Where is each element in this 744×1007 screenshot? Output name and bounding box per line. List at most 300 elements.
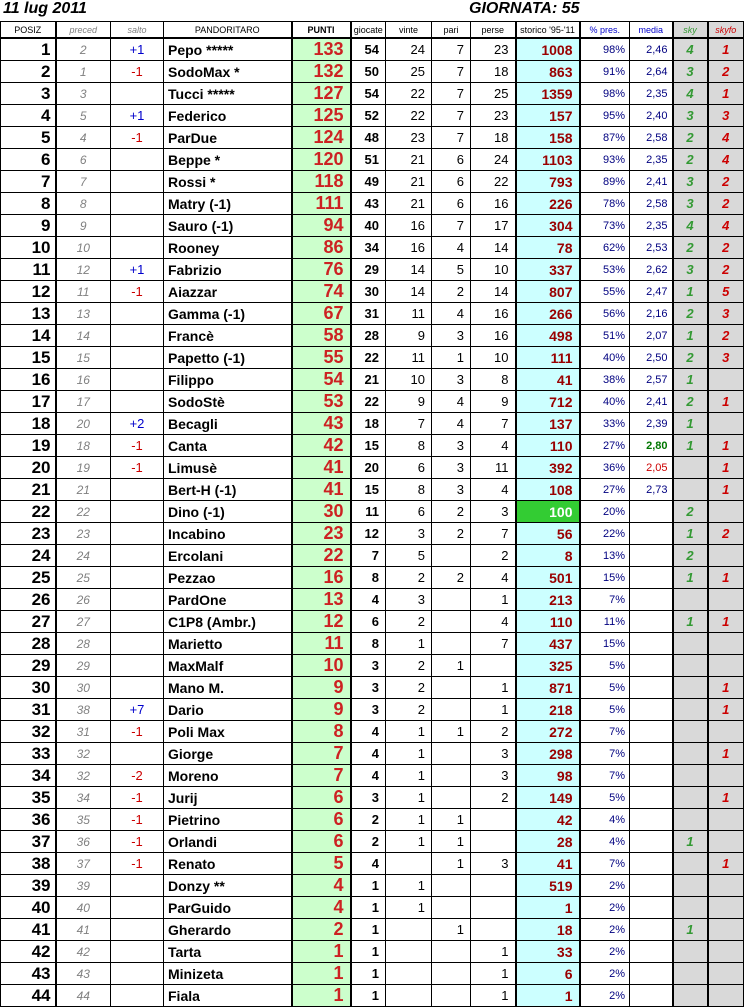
row-media [630,831,673,853]
row-media [630,545,673,567]
table-row [1,721,744,743]
row-pres: 87% [580,127,630,149]
row-giocate: 50 [351,61,386,83]
row-pres: 33% [580,413,630,435]
row-storico: 33 [516,941,580,963]
row-name: Dino (-1) [164,501,292,523]
row-vinte: 10 [386,369,432,391]
row-pari [432,545,471,567]
row-giocate: 1 [351,897,386,919]
row-giocate: 54 [351,38,386,61]
row-pos: 33 [1,743,56,765]
row-punti: 118 [292,171,351,193]
row-pres: 98% [580,83,630,105]
row-media [630,765,673,787]
row-salto [111,347,164,369]
row-salto [111,215,164,237]
row-pres: 73% [580,215,630,237]
row-punti: 4 [292,875,351,897]
row-perse [471,809,516,831]
row-giocate: 4 [351,589,386,611]
row-pres: 98% [580,38,630,61]
row-pres: 4% [580,809,630,831]
row-sky [673,457,708,479]
row-perse: 3 [471,765,516,787]
row-vinte: 6 [386,501,432,523]
row-sky: 3 [673,171,708,193]
row-storico: 807 [516,281,580,303]
row-pari: 6 [432,171,471,193]
row-vinte: 21 [386,171,432,193]
row-perse: 10 [471,259,516,281]
table-row [1,149,744,171]
row-pos: 15 [1,347,56,369]
row-skyfo [708,721,744,743]
row-giocate: 20 [351,457,386,479]
row-name: Minizeta [164,963,292,985]
row-pres: 2% [580,985,630,1007]
row-sky [673,875,708,897]
row-pari [432,787,471,809]
row-punti: 6 [292,809,351,831]
row-perse: 3 [471,501,516,523]
header-perse: perse [471,22,516,39]
row-prec: 23 [56,523,111,545]
row-punti: 11 [292,633,351,655]
page-date: 11 lug 2011 [3,0,87,17]
row-media: 2,62 [630,259,673,281]
row-pari [432,765,471,787]
table-body [1,38,744,1007]
row-pari: 3 [432,325,471,347]
row-prec: 11 [56,281,111,303]
row-name: Jurij [164,787,292,809]
row-pari [432,589,471,611]
row-pari: 4 [432,413,471,435]
row-prec: 43 [56,963,111,985]
row-sky: 3 [673,105,708,127]
row-pres: 5% [580,787,630,809]
row-giocate: 40 [351,215,386,237]
row-pos: 3 [1,83,56,105]
row-salto [111,83,164,105]
row-pari: 5 [432,259,471,281]
row-name: Becagli [164,413,292,435]
row-storico: 41 [516,853,580,875]
row-pos: 34 [1,765,56,787]
row-pos: 35 [1,787,56,809]
row-perse: 7 [471,523,516,545]
row-sky: 3 [673,61,708,83]
row-salto: +1 [111,259,164,281]
row-giocate: 3 [351,699,386,721]
row-punti: 41 [292,479,351,501]
row-skyfo: 4 [708,127,744,149]
row-vinte: 9 [386,391,432,413]
row-punti: 125 [292,105,351,127]
row-perse: 9 [471,391,516,413]
row-media [630,523,673,545]
row-pari: 7 [432,215,471,237]
row-salto [111,743,164,765]
table-row [1,479,744,501]
row-salto: -1 [111,787,164,809]
row-vinte: 7 [386,413,432,435]
row-sky: 2 [673,347,708,369]
row-perse: 8 [471,369,516,391]
row-skyfo: 4 [708,149,744,171]
row-name: Limusè [164,457,292,479]
row-pari: 1 [432,721,471,743]
row-skyfo [708,963,744,985]
row-perse: 1 [471,941,516,963]
row-skyfo: 1 [708,699,744,721]
row-storico: 272 [516,721,580,743]
row-pres: 38% [580,369,630,391]
row-punti: 23 [292,523,351,545]
table-row [1,413,744,435]
row-pari: 3 [432,369,471,391]
row-skyfo: 2 [708,171,744,193]
row-prec: 16 [56,369,111,391]
row-giocate: 1 [351,875,386,897]
row-media [630,809,673,831]
row-pres: 91% [580,61,630,83]
row-punti: 10 [292,655,351,677]
row-name: Ercolani [164,545,292,567]
row-salto [111,303,164,325]
row-perse: 2 [471,721,516,743]
row-pari: 1 [432,347,471,369]
row-prec: 22 [56,501,111,523]
row-prec: 26 [56,589,111,611]
row-sky: 4 [673,38,708,61]
row-giocate: 54 [351,83,386,105]
row-perse [471,655,516,677]
row-skyfo: 2 [708,193,744,215]
row-name: Fiala [164,985,292,1007]
row-perse: 24 [471,149,516,171]
row-prec: 24 [56,545,111,567]
row-giocate: 51 [351,149,386,171]
row-pres: 27% [580,479,630,501]
row-pres: 78% [580,193,630,215]
table-row [1,897,744,919]
row-pres: 56% [580,303,630,325]
row-prec: 19 [56,457,111,479]
row-pres: 7% [580,589,630,611]
row-salto [111,897,164,919]
row-vinte: 1 [386,809,432,831]
row-salto [111,523,164,545]
row-giocate: 2 [351,809,386,831]
row-vinte [386,941,432,963]
table-row [1,127,744,149]
row-prec: 36 [56,831,111,853]
row-pres: 5% [580,699,630,721]
row-sky [673,699,708,721]
row-skyfo: 1 [708,611,744,633]
row-giocate: 28 [351,325,386,347]
row-media [630,677,673,699]
row-sky: 2 [673,149,708,171]
row-pos: 21 [1,479,56,501]
row-storico: 793 [516,171,580,193]
row-punti: 1 [292,941,351,963]
row-prec: 28 [56,633,111,655]
row-media [630,919,673,941]
row-name: Mano M. [164,677,292,699]
row-storico: 266 [516,303,580,325]
table-row [1,501,744,523]
row-pari: 4 [432,303,471,325]
row-storico: 78 [516,237,580,259]
row-vinte: 16 [386,215,432,237]
row-perse: 3 [471,743,516,765]
row-skyfo: 1 [708,567,744,589]
row-pos: 4 [1,105,56,127]
row-pos: 8 [1,193,56,215]
row-prec: 32 [56,743,111,765]
row-pos: 26 [1,589,56,611]
row-perse [471,897,516,919]
row-skyfo [708,369,744,391]
row-perse: 18 [471,61,516,83]
row-pari: 7 [432,83,471,105]
row-salto: -1 [111,809,164,831]
row-sky: 1 [673,523,708,545]
row-name: Dario [164,699,292,721]
row-media: 2,47 [630,281,673,303]
row-skyfo [708,501,744,523]
row-prec: 39 [56,875,111,897]
row-sky: 1 [673,611,708,633]
row-pres: 62% [580,237,630,259]
row-pres: 2% [580,897,630,919]
row-pres: 2% [580,919,630,941]
row-giocate: 8 [351,633,386,655]
row-pari: 4 [432,391,471,413]
row-pari [432,875,471,897]
row-pres: 93% [580,149,630,171]
row-sky [673,677,708,699]
row-pos: 5 [1,127,56,149]
table-row [1,699,744,721]
row-sky [673,655,708,677]
row-salto [111,655,164,677]
row-sky: 1 [673,435,708,457]
row-name: SodoMax * [164,61,292,83]
row-perse: 18 [471,127,516,149]
row-media: 2,35 [630,83,673,105]
row-vinte: 6 [386,457,432,479]
row-pres: 5% [580,655,630,677]
row-salto [111,633,164,655]
row-vinte: 14 [386,281,432,303]
row-name: Fabrizio [164,259,292,281]
row-salto: +1 [111,105,164,127]
row-pos: 28 [1,633,56,655]
row-punti: 94 [292,215,351,237]
row-pari: 7 [432,127,471,149]
row-pos: 7 [1,171,56,193]
row-storico: 158 [516,127,580,149]
row-prec: 31 [56,721,111,743]
row-punti: 13 [292,589,351,611]
row-salto [111,919,164,941]
row-punti: 124 [292,127,351,149]
row-punti: 1 [292,985,351,1007]
row-salto: -1 [111,127,164,149]
row-storico: 1359 [516,83,580,105]
row-prec: 1 [56,61,111,83]
row-perse: 23 [471,38,516,61]
header-pres: % pres. [580,22,630,39]
table-row [1,677,744,699]
row-perse: 25 [471,83,516,105]
row-storico: 871 [516,677,580,699]
page-header [0,0,709,21]
row-storico: 226 [516,193,580,215]
row-pres: 51% [580,325,630,347]
row-giocate: 4 [351,743,386,765]
row-pos: 31 [1,699,56,721]
row-perse: 2 [471,787,516,809]
row-perse: 14 [471,281,516,303]
row-salto [111,567,164,589]
row-pos: 39 [1,875,56,897]
row-sky: 2 [673,303,708,325]
row-giocate: 22 [351,391,386,413]
row-pari [432,941,471,963]
row-sky: 3 [673,259,708,281]
row-storico: 325 [516,655,580,677]
row-sky: 1 [673,919,708,941]
row-skyfo: 3 [708,347,744,369]
row-media [630,699,673,721]
row-pari [432,633,471,655]
row-name: Beppe * [164,149,292,171]
row-pari: 3 [432,435,471,457]
row-perse: 4 [471,611,516,633]
table-row [1,919,744,941]
row-vinte: 2 [386,699,432,721]
row-media: 2,40 [630,105,673,127]
row-punti: 7 [292,765,351,787]
row-salto: -1 [111,457,164,479]
row-prec: 44 [56,985,111,1007]
row-pari: 1 [432,809,471,831]
row-giocate: 15 [351,479,386,501]
row-giocate: 48 [351,127,386,149]
row-storico: 498 [516,325,580,347]
row-salto [111,369,164,391]
row-pos: 17 [1,391,56,413]
row-name: SodoStè [164,391,292,413]
row-giocate: 1 [351,941,386,963]
header-prec: preced [56,22,111,39]
header-sky: sky [673,22,708,39]
row-media [630,897,673,919]
header-skyfo: skyfo [708,22,744,39]
row-pres: 15% [580,633,630,655]
row-prec: 13 [56,303,111,325]
row-salto [111,941,164,963]
table-row [1,655,744,677]
row-punti: 12 [292,611,351,633]
row-pos: 6 [1,149,56,171]
row-punti: 58 [292,325,351,347]
row-name: Marietto [164,633,292,655]
row-punti: 127 [292,83,351,105]
row-pari: 1 [432,853,471,875]
row-sky: 2 [673,237,708,259]
row-vinte: 16 [386,237,432,259]
row-pos: 11 [1,259,56,281]
row-vinte: 1 [386,831,432,853]
row-storico: 6 [516,963,580,985]
table-row [1,281,744,303]
row-pres: 7% [580,743,630,765]
row-prec: 14 [56,325,111,347]
row-giocate: 21 [351,369,386,391]
row-perse: 4 [471,435,516,457]
row-perse: 23 [471,105,516,127]
row-punti: 1 [292,963,351,985]
row-pos: 44 [1,985,56,1007]
header-storico: storico '95-'11 [516,22,580,39]
row-prec: 7 [56,171,111,193]
row-pos: 38 [1,853,56,875]
row-salto [111,193,164,215]
row-media [630,985,673,1007]
header-salto: salto [111,22,164,39]
row-media [630,589,673,611]
row-perse: 11 [471,457,516,479]
row-punti: 120 [292,149,351,171]
row-name: Tucci ***** [164,83,292,105]
row-salto: -1 [111,61,164,83]
row-giocate: 4 [351,853,386,875]
row-storico: 157 [516,105,580,127]
row-salto [111,545,164,567]
row-storico: 1008 [516,38,580,61]
row-pres: 55% [580,281,630,303]
row-name: Sauro (-1) [164,215,292,237]
row-perse: 1 [471,985,516,1007]
row-name: PardOne [164,589,292,611]
row-name: Incabino [164,523,292,545]
row-name: Pepo ***** [164,38,292,61]
row-skyfo [708,545,744,567]
row-sky [673,963,708,985]
row-pos: 19 [1,435,56,457]
row-giocate: 52 [351,105,386,127]
row-sky: 4 [673,83,708,105]
row-storico: 1 [516,897,580,919]
row-punti: 22 [292,545,351,567]
table-row [1,105,744,127]
row-salto [111,391,164,413]
row-pos: 18 [1,413,56,435]
row-storico: 8 [516,545,580,567]
row-vinte: 21 [386,149,432,171]
row-salto: -1 [111,831,164,853]
row-punti: 76 [292,259,351,281]
row-pari: 2 [432,567,471,589]
row-name: Giorge [164,743,292,765]
row-skyfo [708,941,744,963]
